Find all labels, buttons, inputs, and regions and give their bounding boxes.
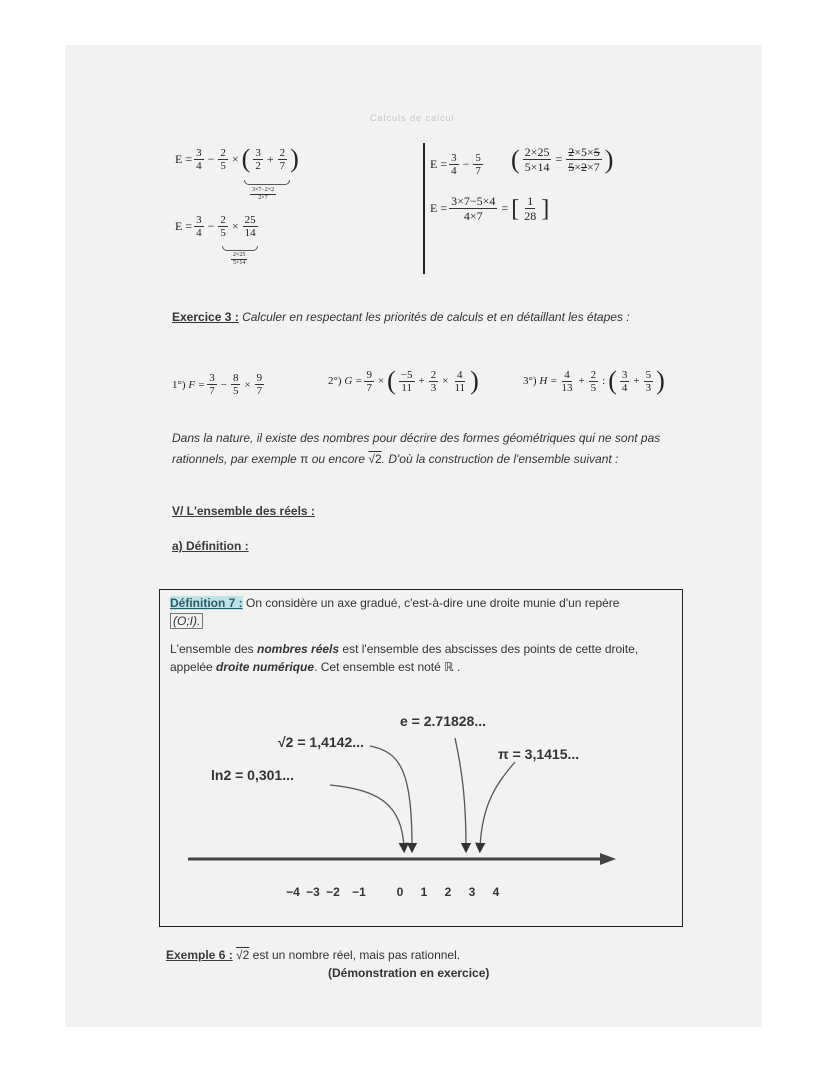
fraction: $\frac{3}{4}$ xyxy=(451,152,457,177)
tick-label: 1 xyxy=(420,885,428,899)
right-calc-aside: ( $\frac{2\times 25}{5\times 14}$ = $\frac{2\times 5\times 5}{5\times 2\times 7}$ ) xyxy=(511,144,614,174)
ln2-pointer xyxy=(330,785,404,848)
page-header: Calculs de calcul xyxy=(370,113,455,123)
ln2-label: ln2 = 0,301... xyxy=(211,767,294,783)
tick-label: −2 xyxy=(326,885,340,899)
tick-label: 2 xyxy=(444,885,452,899)
fraction: 1 28 xyxy=(524,194,537,223)
left-calc-line-1: E = $\frac{3}{4}$ − $\frac{2}{5}$ × ( 3 2 + $\frac{2}{7}$ ) xyxy=(175,144,299,173)
fraction: $\frac{2\times 25}{5\times 14}$ xyxy=(524,145,550,174)
e-pointer xyxy=(455,738,466,848)
tick-label: −4 xyxy=(286,885,300,899)
fraction: 3 2 xyxy=(255,146,261,172)
frame-notation: (O;I). xyxy=(170,613,203,629)
fraction: $\frac{25}{14}$ xyxy=(244,214,256,239)
tick-label: 0 xyxy=(396,885,404,899)
exercise-3-q3: 3°) H = $\frac{4}{13}$ + $\frac{2}{5}$ : ( 3 4 + $\frac{5}{3}$ ) xyxy=(523,366,665,395)
exercise-3-q1: 1°) F = $\frac{3}{7}$ − $\frac{8}{5}$ × $\frac{9}{7}$ xyxy=(172,372,263,397)
subsection-title: a) Définition : xyxy=(172,539,249,553)
fraction: $\frac{5}{7}$ xyxy=(475,152,481,177)
right-calc-line-2: E = $\frac{3\times 7-5\times 4}{4\times 7}$ = [ 1 28 ] xyxy=(430,194,550,223)
definition-body: L'ensemble des nombres réels est l'ensemble des abscisses des points de cette droite, appelée droite numérique. Cet ensemble est noté ℝ . xyxy=(170,642,639,674)
tick-label: −3 xyxy=(306,885,320,899)
example-6-note: (Démonstration en exercice) xyxy=(328,966,490,980)
left-calc-line-2: E = $\frac{3}{4}$ − $\frac{2}{5}$ × $\frac{25}{14}$ xyxy=(175,214,256,239)
fraction: $\frac{2}{5}$ xyxy=(220,146,226,172)
expr-lhs: E = xyxy=(175,151,193,166)
tick-label: −1 xyxy=(352,885,366,899)
pi-label: π = 3,1415... xyxy=(498,746,580,762)
tick-label: 4 xyxy=(492,885,500,899)
pi-pointer xyxy=(480,762,515,848)
fraction: $\frac{3}{4}$ xyxy=(196,146,202,172)
fraction: $\frac{3\times 7-5\times 4}{4\times 7}$ xyxy=(451,194,496,223)
definition-label: Définition 7 : xyxy=(170,596,243,610)
right-calc-line-1: E = $\frac{3}{4}$ − $\frac{5}{7}$ xyxy=(430,152,481,177)
example-6-label: Exemple 6 : xyxy=(166,948,233,962)
axis-arrowhead xyxy=(600,853,616,865)
definition-text: Définition 7 : On considère un axe gradué, c'est-à-dire une droite munie d'un repère (O;I). xyxy=(170,596,620,628)
sqrt2-label: √2 = 1,4142... xyxy=(278,734,364,750)
tick-label: 3 xyxy=(468,885,476,899)
exercise-3-text: Calculer en respectant les priorités de calculs et en détaillant les étapes : xyxy=(242,310,630,324)
fraction: $\frac{2}{5}$ xyxy=(220,214,226,239)
nature-paragraph: Dans la nature, il existe des nombres pour décrire des formes géométriques qui ne sont pas rationnels, par exemple π ou encore √2. D'où la construction de l'ensemble suivant : xyxy=(172,431,661,466)
section-title: V/ L'ensemble des réels : xyxy=(172,504,315,518)
left-calc-note-1: 3×7−2×2 2×7 xyxy=(252,187,275,201)
example-6: Exemple 6 : √2 est un nombre réel, mais pas rationnel. xyxy=(166,948,461,962)
tick-labels xyxy=(286,885,500,899)
e-label: e = 2.71828... xyxy=(400,713,487,729)
fraction: $\frac{3}{4}$ xyxy=(196,214,202,239)
fraction: $\frac{2\times 5\times 5}{5\times 2\times 7}$ xyxy=(568,145,600,174)
exercise-3-q2: 2°) G = $\frac{9}{7}$ × ( −5 11 + $\frac{2}{3}$ × $\frac{4}{11}$ ) xyxy=(328,366,479,395)
fraction: $\frac{2}{7}$ xyxy=(279,146,286,172)
exercise-3-label: Exercice 3 : xyxy=(172,310,239,324)
left-calc-note-2: 2×25 5×14 xyxy=(233,252,246,266)
